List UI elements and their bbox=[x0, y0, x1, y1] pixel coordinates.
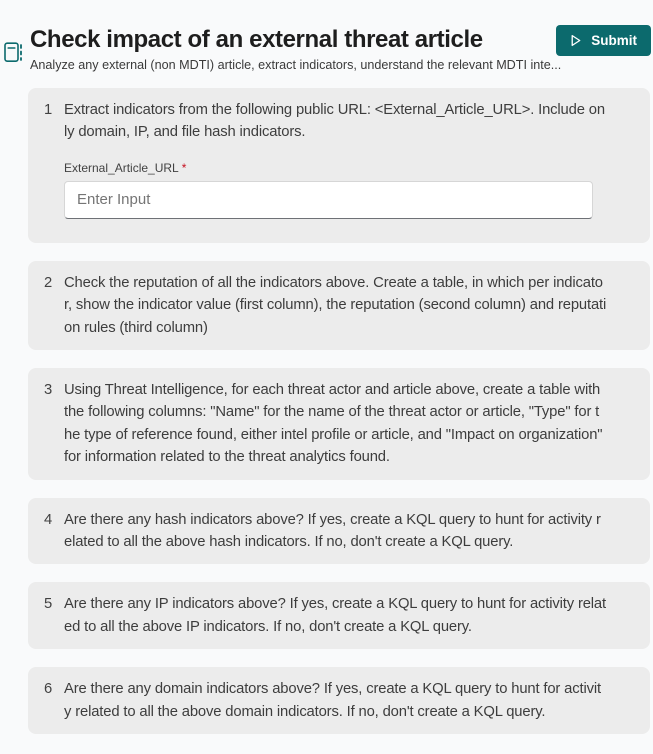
input-field-block bbox=[64, 161, 634, 219]
promptbook-icon bbox=[4, 42, 24, 63]
step-number: 5 bbox=[44, 596, 53, 613]
step-number: 6 bbox=[44, 681, 53, 698]
promptbook-header bbox=[0, 0, 653, 88]
step-number: 2 bbox=[44, 274, 53, 291]
page-title: Check impact of an external threat article bbox=[30, 26, 483, 53]
step-number: 3 bbox=[44, 382, 53, 399]
page-subtitle: Analyze any external (non MDTI) article, extract indicators, understand the relevant MDTI inte... bbox=[30, 58, 562, 72]
prompt-steps-list bbox=[28, 88, 650, 734]
step-prompt-text: Check the reputation of all the indicators above. Create a table, in which per indicator, show the indicator value (first column), the reputation (second column) and reputation rules (third column) bbox=[64, 274, 607, 336]
prompt-step-5 bbox=[28, 582, 650, 649]
play-icon bbox=[568, 33, 583, 48]
submit-button-label: Submit bbox=[591, 33, 637, 48]
step-number: 4 bbox=[44, 511, 53, 528]
prompt-step-4 bbox=[28, 498, 650, 565]
step-prompt-text: Are there any hash indicators above? If yes, create a KQL query to hunt for activity related to all the above hash indicators. If no, don't create a KQL query. bbox=[64, 511, 601, 551]
step-prompt-text: Are there any IP indicators above? If yes, create a KQL query to hunt for activity related to all the above IP indicators. If no, don't create a KQL query. bbox=[64, 596, 606, 635]
prompt-step-3 bbox=[28, 368, 650, 480]
step-prompt-text: Using Threat Intelligence, for each threat actor and article above, create a table with the following columns: "Name" for the name of the threat actor or article, "Type" for the type of reference found, either intel profile or article, and "Impact on organization" for information related to the threat analytics found. bbox=[64, 382, 603, 466]
prompt-step-1 bbox=[28, 88, 650, 243]
step-prompt-text: Are there any domain indicators above? If yes, create a KQL query to hunt for activity related to all the above domain indicators. If no, don't create a KQL query. bbox=[64, 681, 601, 720]
step-prompt-text: Extract indicators from the following public URL: <External_Article_URL>. Include only domain, IP, and file hash indicators. bbox=[64, 102, 605, 141]
external-article-url-input[interactable] bbox=[64, 181, 593, 219]
prompt-step-2 bbox=[28, 261, 650, 350]
step-number: 1 bbox=[44, 102, 53, 118]
submit-button[interactable] bbox=[556, 25, 651, 56]
input-field-label: External_Article_URL * bbox=[64, 160, 187, 175]
prompt-step-6 bbox=[28, 667, 650, 734]
required-asterisk: * bbox=[181, 160, 187, 175]
